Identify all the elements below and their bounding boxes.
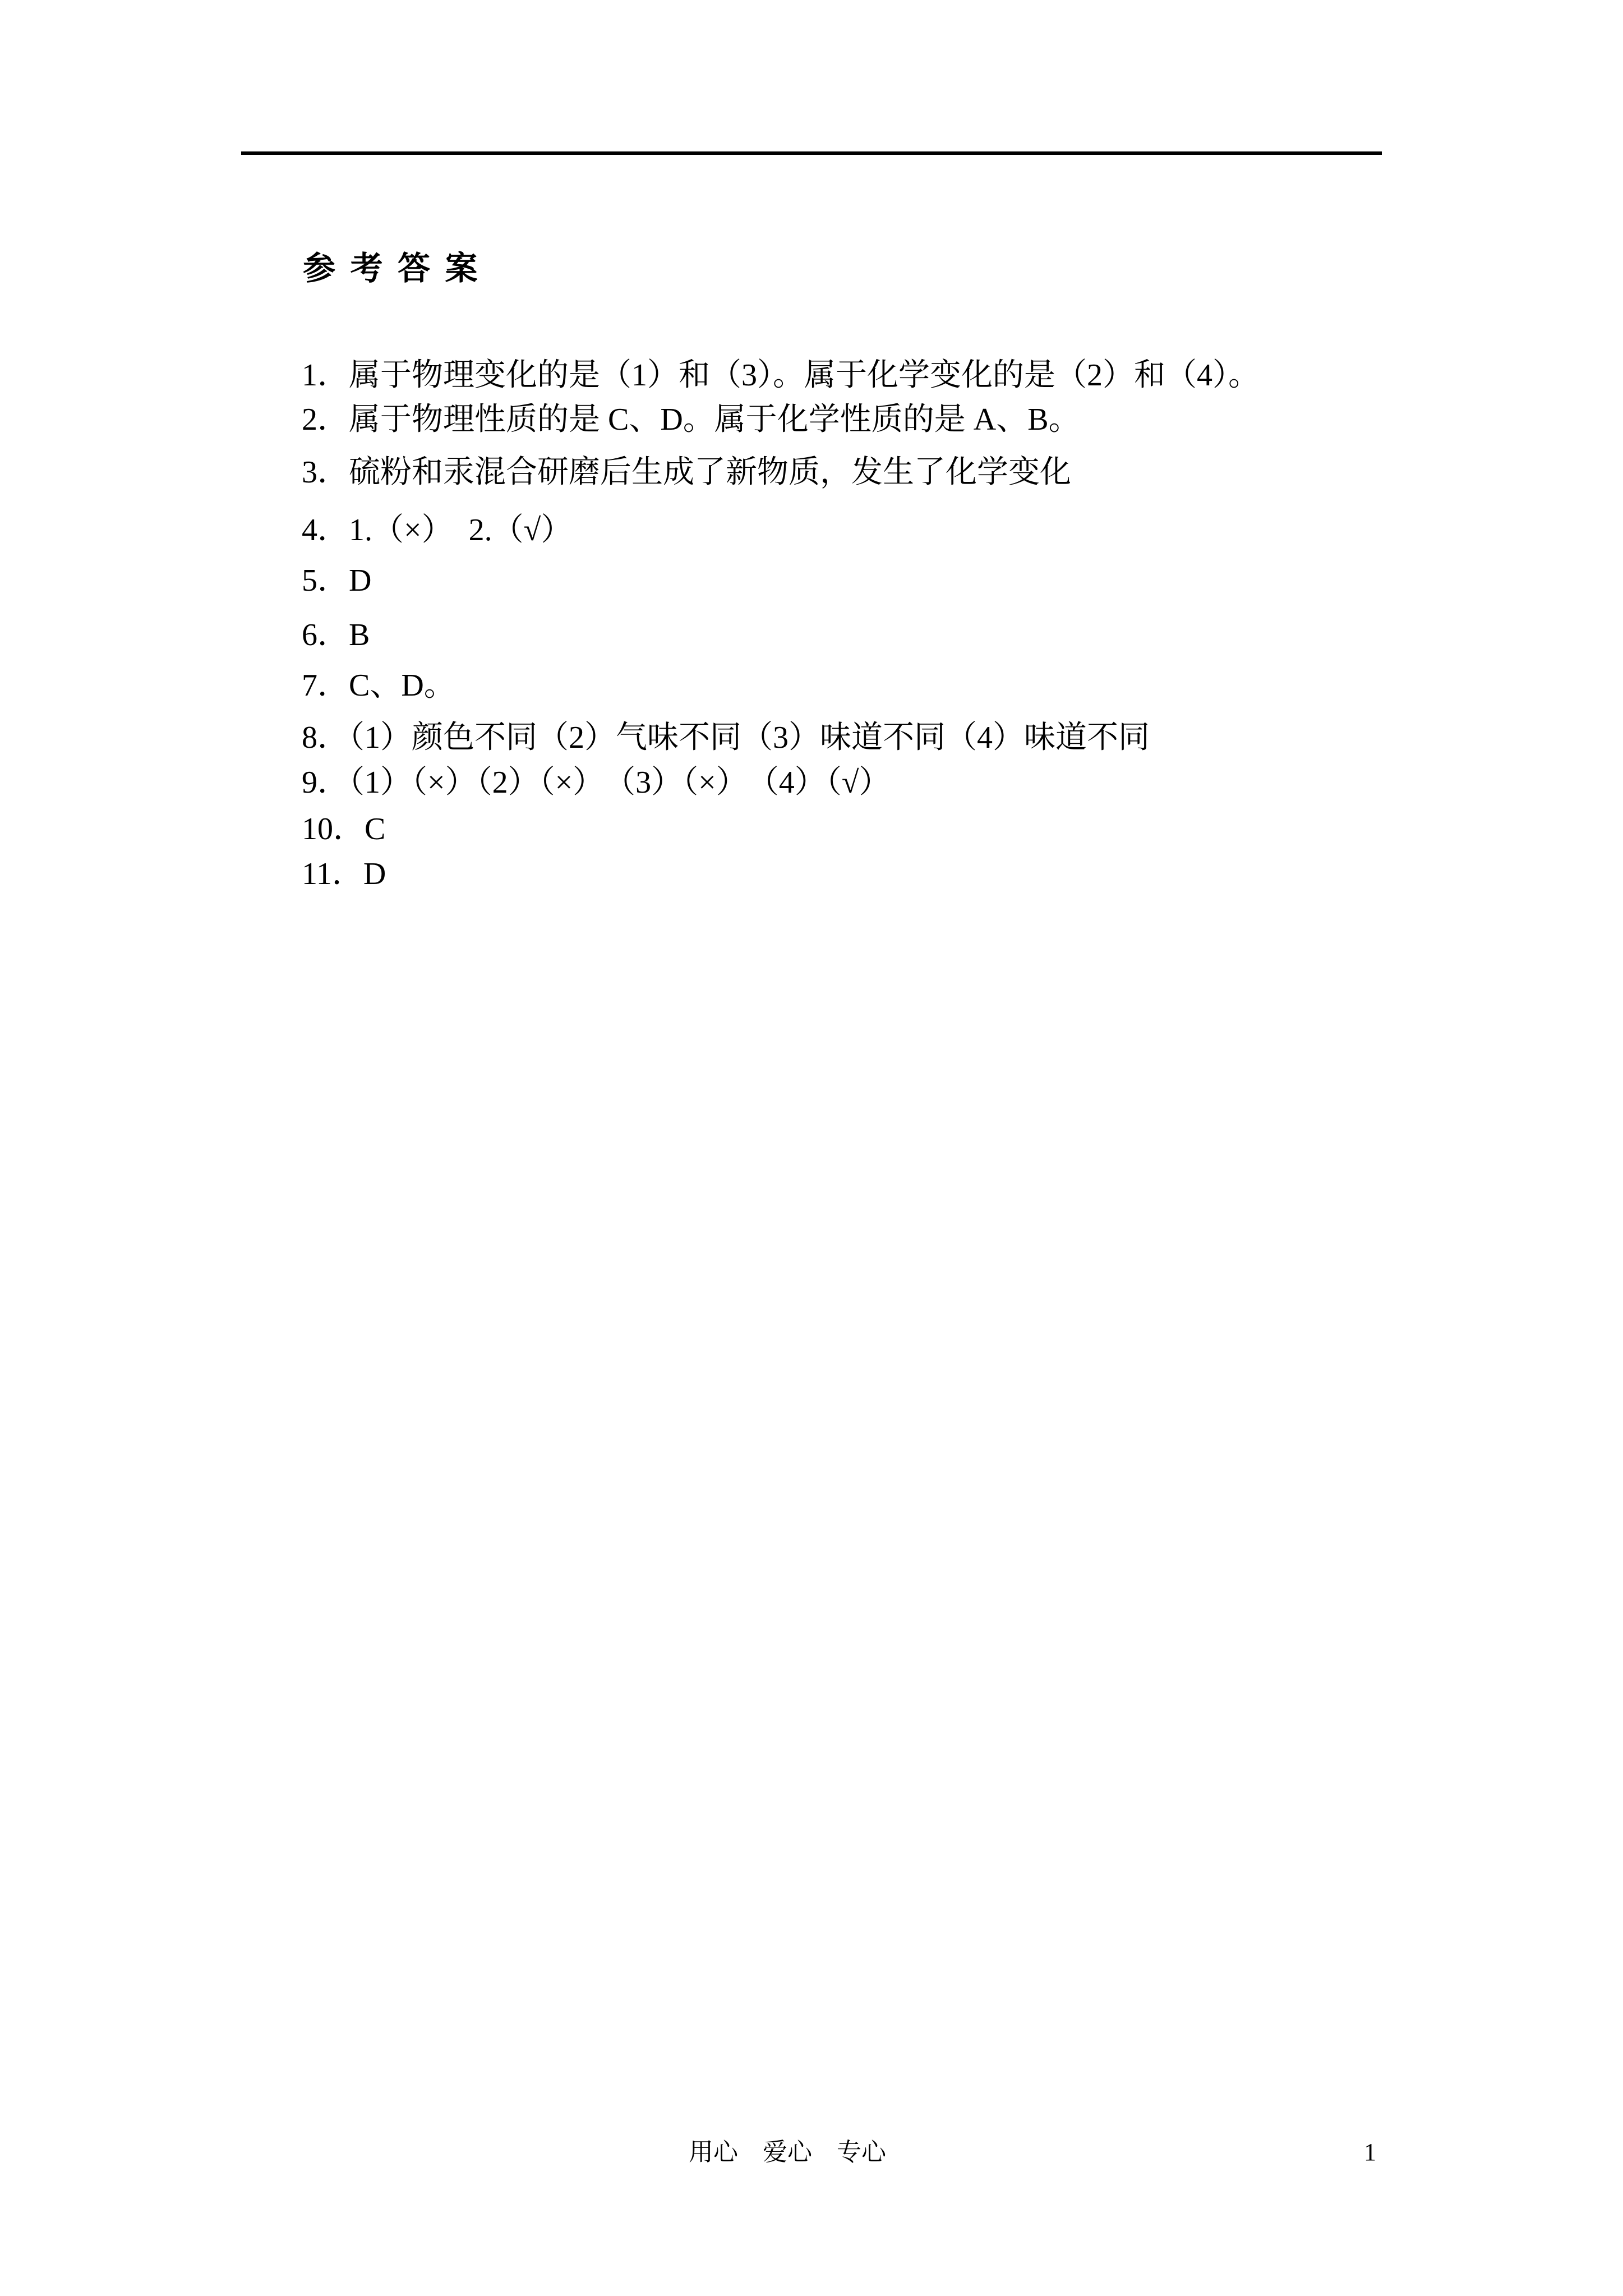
answer-line: 6．B: [302, 618, 370, 652]
page-number: 1: [1364, 2138, 1376, 2166]
answer-line: 11．D: [302, 857, 386, 891]
answer-line: 4．1.（×） 2.（√）: [302, 513, 573, 547]
answer-line: 8．（1）颜色不同（2）气味不同（3）味道不同（4）味道不同: [302, 720, 1150, 755]
page-title: 参 考 答 案: [303, 250, 481, 287]
answer-line: 3．硫粉和汞混合研磨后生成了新物质，发生了化学变化: [302, 455, 1071, 490]
answer-line: 9．（1）（×）（2）（×） （3）（×） （4）（√）: [302, 765, 891, 800]
answer-line: 7．C、D。: [302, 668, 455, 703]
answer-line: 2．属于物理性质的是 C、D。属于化学性质的是 A、B。: [302, 402, 1080, 437]
answer-line: 10．C: [302, 812, 386, 846]
header-rule: [241, 151, 1382, 155]
answer-line: 1．属于物理变化的是（1）和（3）。属于化学变化的是（2）和（4）。: [302, 358, 1260, 393]
answer-line: 5．D: [302, 563, 372, 598]
footer-motto: 用心 爱心 专心: [689, 2138, 886, 2166]
